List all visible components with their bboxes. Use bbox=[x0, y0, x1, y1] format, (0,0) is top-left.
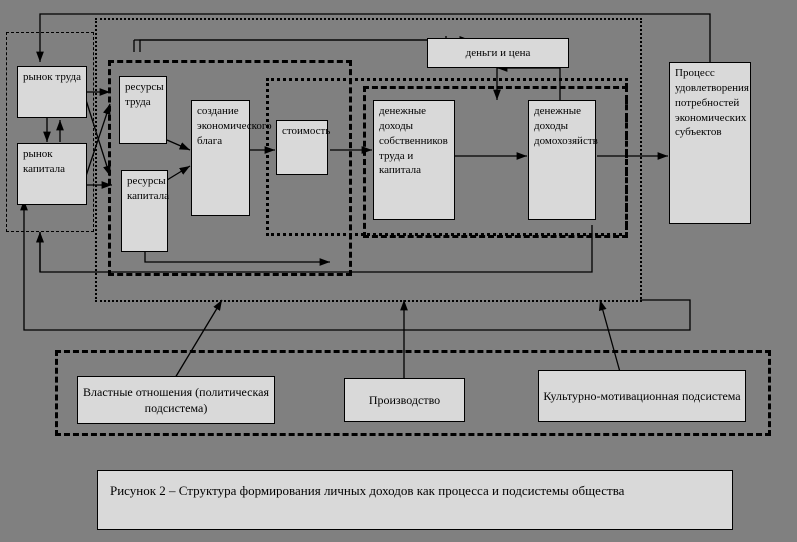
node-value-label: стоимость bbox=[282, 125, 331, 137]
node-money-income-owners-label: денежные доходы собственников труда и капитала bbox=[379, 105, 448, 177]
node-capital-market bbox=[17, 143, 87, 205]
node-creation-of-good bbox=[191, 100, 272, 216]
node-money-income-owners bbox=[373, 100, 455, 220]
node-labor-resources bbox=[119, 76, 167, 144]
node-capital-resources-label: ресурсы капитала bbox=[127, 175, 169, 202]
figure-caption bbox=[97, 470, 733, 530]
node-labor-resources-label: ресурсы труда bbox=[125, 81, 164, 108]
node-satisfaction-process-label: Процесс удовлетворения потребностей экономических субъектов bbox=[675, 67, 749, 139]
node-capital-resources bbox=[121, 170, 168, 252]
node-production bbox=[344, 378, 465, 422]
node-power-relations-label: Властные отношения (политическая подсистема) bbox=[83, 384, 269, 415]
node-money-and-price-label: деньги и цена bbox=[465, 46, 531, 59]
node-labor-market bbox=[17, 66, 87, 118]
node-money-and-price bbox=[427, 38, 569, 68]
node-cultural-motivational bbox=[538, 370, 746, 422]
node-power-relations bbox=[77, 376, 275, 424]
node-capital-market-label: рынок капитала bbox=[23, 148, 65, 175]
node-value bbox=[276, 120, 331, 175]
node-labor-market-label: рынок труда bbox=[23, 71, 81, 83]
node-creation-of-good-label: создание экономического блага bbox=[197, 105, 272, 147]
node-production-label: Производство bbox=[368, 392, 441, 407]
node-household-money-income-label: денежные доходы домохозяйств bbox=[534, 105, 598, 147]
node-cultural-motivational-label: Культурно-мотивационная подсистема bbox=[543, 388, 741, 403]
node-satisfaction-process bbox=[669, 62, 751, 224]
figure-caption-text: Рисунок 2 – Структура формирования личных доходов как процесса и подсистемы общества bbox=[110, 483, 625, 498]
node-household-money-income bbox=[528, 100, 596, 220]
